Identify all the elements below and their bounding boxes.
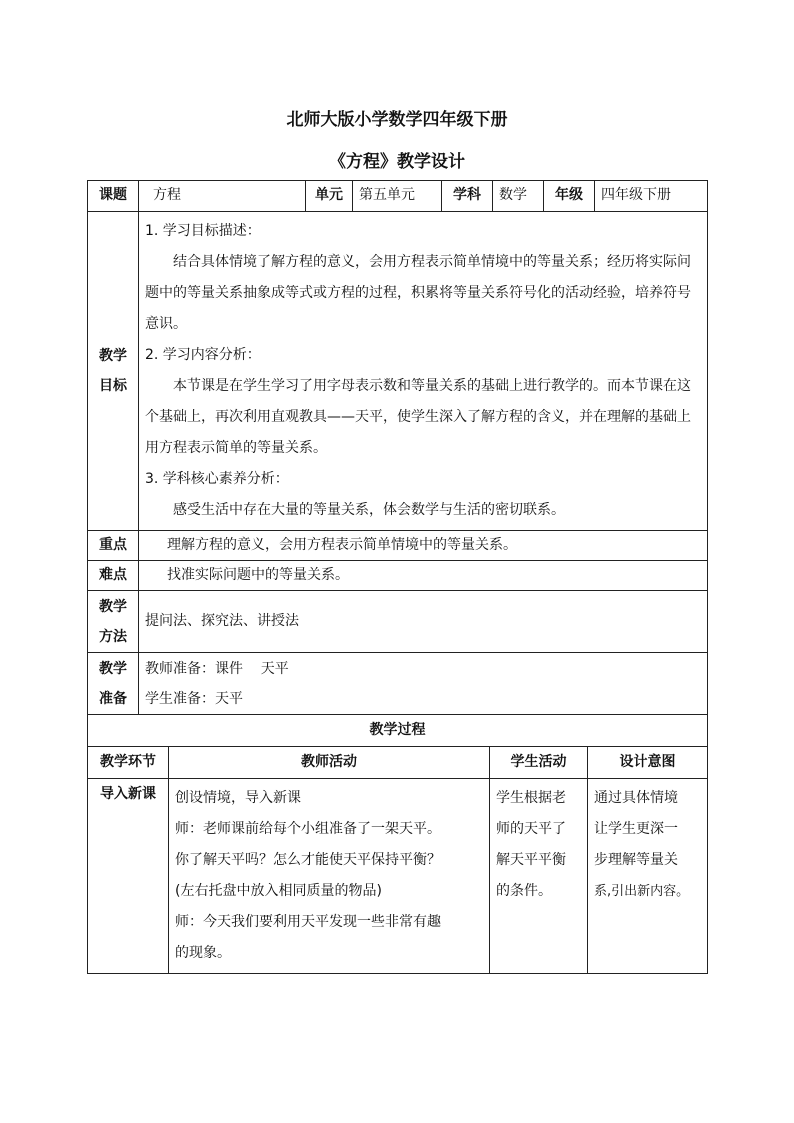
goal-heading-3: 3. 学科核心素养分析： bbox=[145, 471, 289, 487]
goal-heading-2: 2. 学习内容分析： bbox=[145, 347, 261, 363]
teacher-line: (左右托盘中放入相同质量的物品) bbox=[175, 883, 382, 899]
student-line: 的条件。 bbox=[496, 883, 552, 899]
document-subtitle: 《方程》教学设计 bbox=[329, 152, 465, 172]
student-line: 解天平平衡 bbox=[496, 852, 566, 868]
unit-value: 第五单元 bbox=[353, 181, 442, 212]
col-header-stage: 教学环节 bbox=[88, 747, 169, 779]
goals-content bbox=[139, 212, 708, 531]
key-point-value: 理解方程的意义，会用方程表示简单情境中的等量关系。 bbox=[139, 531, 708, 561]
teaching-process-table bbox=[87, 714, 708, 974]
intent-line: 让学生更深一 bbox=[594, 821, 678, 837]
topic-value: 方程 bbox=[139, 181, 306, 212]
teacher-line: 创设情境，导入新课 bbox=[175, 790, 301, 806]
teacher-line: 你了解天平吗？怎么才能使天平保持平衡？ bbox=[175, 852, 441, 868]
preparation-teacher: 教师准备：课件 天平 bbox=[145, 660, 289, 677]
difficulty-label: 难点 bbox=[88, 561, 139, 591]
preparation-label-line2: 准备 bbox=[99, 690, 127, 707]
lesson-info-table bbox=[87, 180, 708, 715]
unit-label: 单元 bbox=[306, 181, 353, 212]
goals-label-line2: 目标 bbox=[99, 378, 127, 394]
subject-label: 学科 bbox=[442, 181, 493, 212]
key-point-label: 重点 bbox=[88, 531, 139, 561]
document-title: 北师大版小学数学四年级下册 bbox=[286, 110, 508, 130]
table-row bbox=[88, 779, 708, 974]
col-header-intent: 设计意图 bbox=[588, 747, 708, 779]
goals-label-line1: 教学 bbox=[99, 348, 127, 364]
design-intent-cell bbox=[588, 779, 708, 974]
goal-paragraph-2: 本节课是在学生学习了用字母表示数和等量关系的基础上进行教学的。而本节课在这个基础上，再次利用直观教具——天平，使学生深入了解方程的含义，并在理解的基础上用方程表示简单的等量关系。 bbox=[145, 378, 691, 456]
col-header-student: 学生活动 bbox=[490, 747, 588, 779]
teacher-line: 的现象。 bbox=[175, 945, 231, 961]
grade-label: 年级 bbox=[544, 181, 595, 212]
subject-value: 数学 bbox=[493, 181, 544, 212]
teacher-activity-cell bbox=[169, 779, 490, 974]
methods-label-line2: 方法 bbox=[99, 628, 127, 645]
student-line: 学生根据老 bbox=[496, 790, 566, 806]
col-header-teacher: 教师活动 bbox=[169, 747, 490, 779]
methods-value: 提问法、探究法、讲授法 bbox=[139, 591, 708, 653]
preparation-student: 学生准备：天平 bbox=[145, 690, 243, 707]
methods-label-line1: 教学 bbox=[99, 598, 127, 615]
preparation-label-line1: 教学 bbox=[99, 660, 127, 677]
goal-heading-1: 1. 学习目标描述： bbox=[145, 223, 261, 239]
student-line: 师的天平了 bbox=[496, 821, 566, 837]
difficulty-value: 找准实际问题中的等量关系。 bbox=[139, 561, 708, 591]
goal-paragraph-1: 结合具体情境了解方程的意义，会用方程表示简单情境中的等量关系；经历将实际问题中的等量关系抽象成等式或方程的过程，积累将等量关系符号化的活动经验，培养符号意识。 bbox=[145, 254, 691, 332]
intent-line: 系,引出新内容。 bbox=[594, 884, 690, 899]
methods-label bbox=[88, 591, 139, 653]
teacher-line: 师：今天我们要利用天平发现一些非常有趣 bbox=[175, 914, 441, 930]
preparation-label bbox=[88, 653, 139, 715]
goals-label bbox=[88, 212, 139, 531]
grade-value: 四年级下册 bbox=[595, 181, 708, 212]
process-section-title: 教学过程 bbox=[88, 715, 708, 747]
teacher-line: 师：老师课前给每个小组准备了一架天平。 bbox=[175, 821, 441, 837]
goal-paragraph-3: 感受生活中存在大量的等量关系，体会数学与生活的密切联系。 bbox=[173, 502, 565, 518]
topic-label: 课题 bbox=[88, 181, 139, 212]
preparation-content bbox=[139, 653, 708, 715]
stage-cell: 导入新课 bbox=[88, 779, 169, 974]
student-activity-cell bbox=[490, 779, 588, 974]
intent-line: 步理解等量关 bbox=[594, 852, 678, 868]
intent-line: 通过具体情境 bbox=[594, 790, 678, 806]
